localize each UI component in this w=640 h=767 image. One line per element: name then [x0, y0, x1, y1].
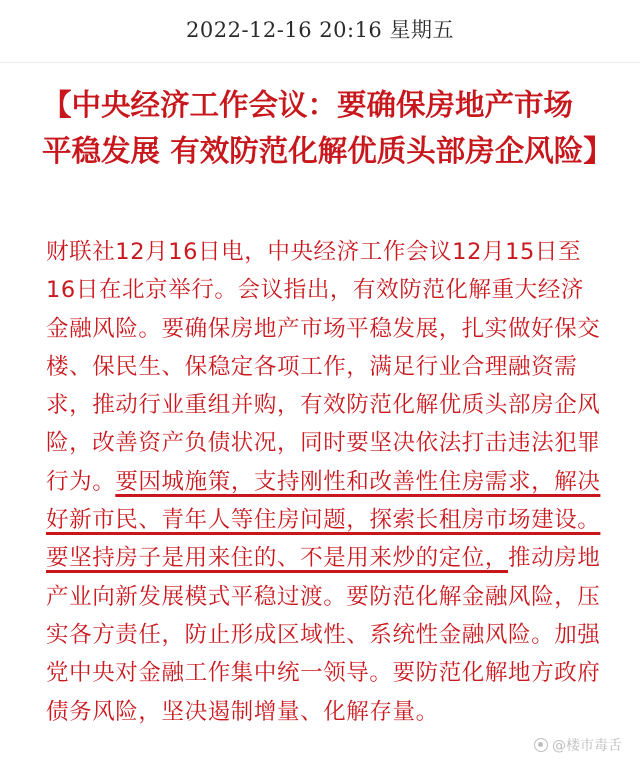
weibo-eye-icon: [534, 738, 548, 752]
watermark: [530, 733, 626, 757]
body-text-highlight: 要因城施策，支持刚性和改善性住房需求，解决好新市民、青年人等住房问题，探索长租房市场建设。要坚持房子是用来住的、不是用来炒的定位，: [46, 468, 601, 572]
article-body: [46, 233, 604, 731]
body-text-plain-end: 推动房地产业向新发展模式平稳过渡。要防范化解金融风险，压实各方责任，防止形成区域性、系统性金融风险。加强党中央对金融工作集中统一领导。要防范化解地方政府债务风险，坚决遏制增量、化解存量。: [46, 545, 601, 725]
date-header: [0, 0, 640, 63]
body-text-plain: 财联社12月16日电，中央经济工作会议12月15日至16日在北京举行。会议指出，有效防范化解重大经济金融风险。要确保房地产市场平稳发展，扎实做好保交楼、保民生、保稳定各项工作，满足行业合理融资需求，推动行业重组并购，有效防范化解优质头部房企风险，改善资产负债状况，同时要坚决依法打击违法犯罪行为。: [46, 239, 601, 495]
article-title: 【中央经济工作会议：要确保房地产市场平稳发展 有效防范化解优质头部房企风险】: [42, 88, 613, 168]
watermark-text: @楼市毒舌: [552, 738, 622, 754]
publish-date: 2022-12-16 20:16 星期五: [186, 18, 454, 42]
